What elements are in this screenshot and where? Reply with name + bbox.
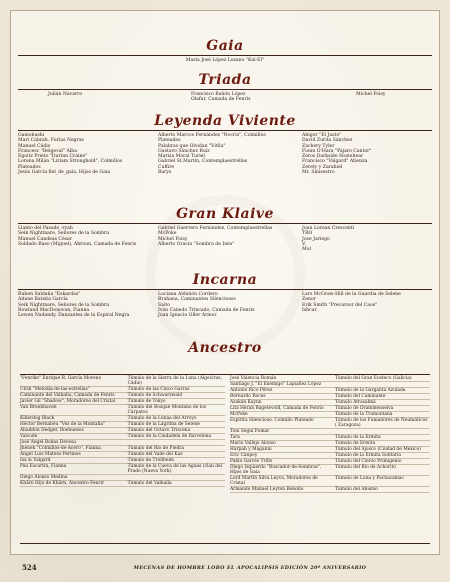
names-col-3 [302,133,430,175]
member-name: Jhenek "Colmillos-de-Acero", Fianna [20,446,101,451]
names-col-3 [356,92,426,97]
caern-name: Túmulo del Valhalla [127,481,172,486]
member-name: Van Bruebhaven [20,405,57,410]
caern-name: Túmulo del Octavo Triscena [127,428,191,433]
names-col-1 [18,292,148,318]
name: Abigor "El Justo" [302,133,342,138]
section-leyenda [18,113,432,201]
section-title: Ancestro [188,340,262,356]
section-incarna [18,272,432,332]
section-ancestro-header [18,340,432,360]
names-col-2 [158,133,288,175]
name: Francesc "Belgeval" Alba [18,148,77,154]
member-name: Lord Martín Silva Leyva, Moradores de Cristal [230,476,318,486]
name: Llanto del Pasado -ryah [18,226,73,231]
name: Palabras que Olvidan "Vitila" [158,143,226,149]
name: Jesús García fiel_de_gaia, Hijos de Gaia [18,170,111,176]
name: Erik Smith "Precursor del Caos" [302,302,378,308]
member-name: Caminante del Valhalla, Camada de Fenris [20,393,115,398]
caern-name: Túmulo de Tokyo [127,399,166,404]
name: Lars McGraw-Hill de la Guardia de Selene [302,292,401,297]
member-name: Héctor Bernabéu "Vez de la Montaña" [20,422,105,427]
name: Seik Nightmare, Señores de la Sombra [18,302,109,308]
name: Egoitz Prieto "Dartan Craine" [18,154,88,160]
table-row [230,487,430,493]
section-title: Incarna [192,272,258,288]
ancestro-table [20,374,430,544]
names-col-1 [48,92,158,97]
member-name: Santiago J. "El Enemigo" Lapiañez López [230,382,322,387]
member-name: Ángel Luis Mateos Perlines [20,452,81,457]
caern-name: Túmulo de la Cueva de las Aguas (clan del Prado (Nueva York) [127,464,223,474]
caern-name: Túmulo de Ermita [334,441,376,446]
caern-name: Túmulo Atrasalmá [334,400,376,405]
caern-name [335,429,430,434]
caern-name [335,382,430,387]
name: Jose Jariego [302,236,330,242]
name: Mari Cabrah, Furias Negras [18,138,84,144]
caern-name: Túmulo del Cierzo Primigenio [334,459,402,464]
name: Iván Canedo Trincado, Camada de Fenris [158,307,255,313]
member-name: Azakán Kaynn [230,400,262,405]
member-name: McPoke [230,412,248,417]
name: Ishcar [302,307,317,313]
name: Julián Navarro [48,92,83,97]
name: Michel Foisy [356,92,386,97]
ancestro-left [20,376,225,487]
ancestro-right [230,376,430,493]
name: Luciana Aldañón Cordero [158,292,218,297]
section-title: Gaia [206,38,244,54]
name: Michel Foisy [158,236,188,242]
name: Soldado Raso (Miguel), Ahroun, Camada de Fenris [18,241,137,247]
footer [0,561,450,575]
caern-name: Túmulo del Gran Eosteco (Galicia) [334,376,412,381]
caern-name: Túmulo de la Ermita Solitaria [334,453,401,458]
name: McPoke [158,231,177,237]
name: Zerety y Zarahiel [302,164,343,170]
name: Brahana, Caminantes Silenciosos [158,297,236,303]
caern-name [128,440,225,445]
table-row [20,405,225,416]
section-rule [18,289,432,290]
names-col-2 [158,226,278,247]
name: Fionn O'Hara "Pájaro Cantor" [302,148,372,154]
caern-name: Túmulo de la Garganta Azulada [334,388,406,393]
section-title: Leyenda Viviente [154,113,296,129]
member-name: Eric Canpoy [230,453,258,458]
names-col [18,58,432,63]
member-name: Diego Alonso Medina [20,475,68,480]
name: Alberto Marcos Fernández "Nocris", Colmillos Plateados [158,133,266,144]
table-row [20,481,225,487]
names-col-3 [302,226,430,252]
name: María José López Lozano "Kal-El" [185,58,265,63]
name: Aitane Batista García [18,297,68,303]
member-name: Espírita Silencioso, Colmillo Plateado [230,418,314,423]
name: Mol [302,247,311,253]
caern-name: Túmulo del Ajusco (Ciudad de México) [334,447,421,452]
caern-name: Túmulo de Schwarzwald [127,393,183,398]
names-col-3 [302,292,430,313]
name: Zachery Tyler [302,143,335,149]
member-name: Khârn Hijo de Khârn, Ancestro Fenrir [20,481,104,486]
name: Zenor [302,297,316,303]
name: Lewen Nadandy, Danzantes de la Espiral Negra [18,313,130,319]
name: Rowland MacDonovan, Fianna [18,307,90,313]
member-name: Toni Seguí Pomar [230,429,270,434]
name: Seik Nightmare, Señores de la Sombra [18,231,109,237]
section-gran-klaive [18,206,432,266]
caern-name: Túmulo de la Ermita [334,435,381,440]
table-row [230,418,430,429]
name: Gabriel St.Martín, Contemplaestrellas [158,159,248,165]
section-title: Triada [198,72,252,88]
table-row [20,464,225,475]
member-name: Antonio Rico Pérez [230,388,273,393]
member-name: Harpah y Maganni [230,447,272,452]
name: Cuffire [158,164,175,170]
section-rule [18,130,432,131]
member-name: Mario Vallejo Alonso [230,441,276,446]
name: Saito [158,302,170,308]
name: Gabriel Guerrero Fernández, Contemplaestrellas [158,226,273,231]
name: Manuel Cádiz [18,143,51,149]
caern-name: Túmulo de las Cinco Garras [127,387,190,392]
section-title: Gran Klaive [176,206,274,222]
table-row [230,476,430,487]
name: Manuel Candeas César [18,236,72,242]
section-rule [18,89,432,90]
caern-name: Túmulo del Río de Piedra [127,446,184,451]
name: Gamobushi [18,133,45,138]
caern-name: Túmulo del Bosque Montano de los Cárpatos [127,405,207,415]
member-name: Pau Escartín, Fianna [20,464,67,469]
caern-name: Túmulo de Trollheim [127,458,175,463]
caern-name: Túmulo de la Lágrima de Selene [127,422,200,427]
name: Zeros Darkside Stonehear [302,154,364,160]
member-name: Diego Izquierdo "Buscador-de-Sombras", Hijos de Gaia [230,465,322,475]
name: Barys [158,170,172,176]
name: Juan Ignacio Oller Armor [158,313,217,319]
name: Olafur, Camada de Fenris [191,97,251,103]
member-name: José Ángel Bodas Devesa [20,440,76,445]
caern-name: Túmulo del Abismo [334,487,378,492]
member-name: José Valencia Román [230,376,277,381]
caern-name: Túmulo de la Tramontana [334,412,393,417]
names-col-1 [18,133,143,175]
section-rule [18,223,432,224]
caern-name: Túmulo de los Fumadores de Neumáticos ( Zaragoza) [334,418,428,428]
page-number: 524 [22,563,37,572]
member-name: Javier Gil "Shadow", Moradores del Cristal [20,399,116,404]
member-name: Armando Manuel Leyton Rebollo [230,487,304,492]
member-name: Ulrik "Melodía-de-las-estrellas" [20,387,90,392]
member-name: Bernardo Roces [230,394,266,399]
member-name: Lita Heran Bagetevold, Camada de Fenris [230,406,324,411]
name: Lorena Milán "Liriam Stronghold", Colmillos Plateados [18,159,123,170]
name: David Zurita Sánchez [302,138,353,144]
caern-name [128,475,225,480]
name: Mr. Sinisestro [302,170,335,176]
caern-name: Túmulo de la Lunaa del Arroyo [127,416,197,421]
caern-name: Túmulo de Drammenselva [334,406,394,411]
member-name: Killerdog Black [20,416,55,421]
member-name: Valcode [20,434,38,439]
name: Gustavo Sánchez Ruiz [158,148,210,154]
name: Juan Lorean Crescenti [302,226,355,231]
caern-name: Túmulo de la Sierra de la Luna (Algeciras, Cádiz) [127,376,222,386]
name: Francisco Bañón López [191,92,246,97]
names-col-2 [158,292,288,318]
name: TRO [302,231,313,237]
table-row [230,465,430,476]
caern-name: Túmulo del Caminante [334,394,386,399]
caern-name: Túmulo de Luna y Pachacamac [334,476,405,481]
name: Francisco "Valgard" Atienza [302,159,368,165]
table-row [20,376,225,387]
section-rule [18,55,432,56]
footer-text: MECENAS DE HOMBRE LOBO EL APOCALIPSIS EDICIÓN 20º ANIVERSARIO [133,565,367,571]
name: V. [302,241,306,247]
section-triada [18,72,432,104]
name: Marisa Moral Turiel [158,154,205,160]
names-col-1 [18,226,143,247]
member-name: "Fenrike" Enrique R. García Moreno [20,376,102,381]
member-name: Pablo Garcés Trillo [230,459,273,464]
caern-name: Túmulo de la Ciudadela de Barcelona [127,434,212,439]
name: Alberto Gracia "Sombra de Inés" [158,241,235,247]
name: Ruben Saldaña "Eskardas" [18,292,81,297]
member-name: Abaddon Dedger, Roehuesos [20,428,84,433]
names-col-2 [191,92,301,103]
member-name: Isa & Valgard [20,458,51,463]
caern-name: Túmulo del Río de Achorito [334,465,396,470]
caern-name: Túmulo del Valle del Kas [127,452,183,457]
member-name: Tara [230,435,240,440]
section-gaia [18,38,432,66]
